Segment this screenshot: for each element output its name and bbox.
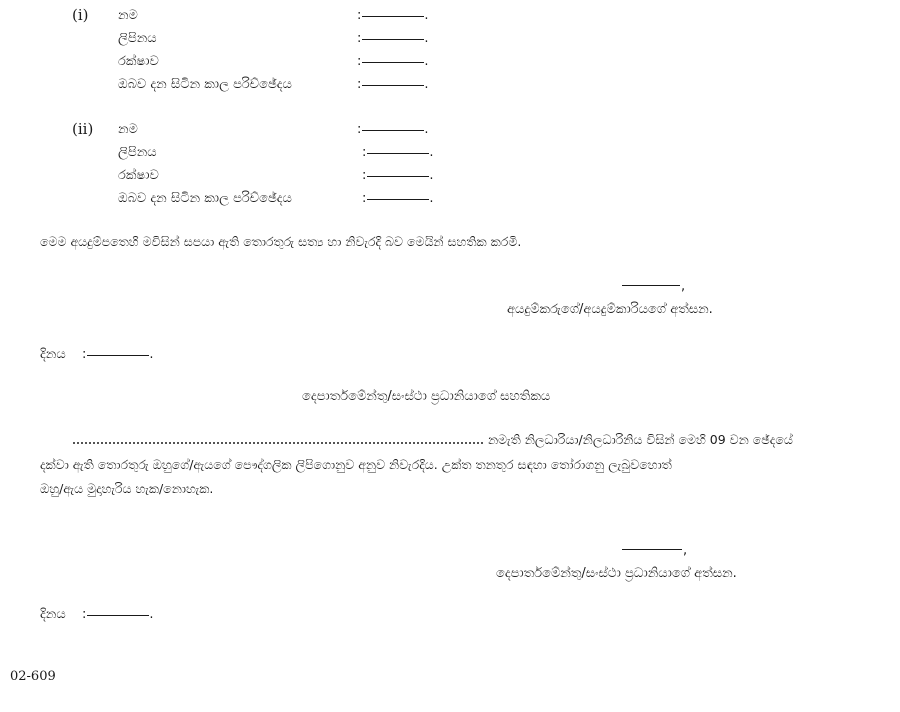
declaration-text: මෙම අයදුම්පතෙහි මවිසින් සපයා ඇති තොරතුරු සත්‍ය හා නිවැරදි බව මෙයින් සහතික කරමි. (40, 234, 522, 249)
certificate-line: ඔහු/ඇය මුදාහැරිය හැක/නොහැක. (40, 481, 214, 496)
date-label: දිනය (40, 607, 66, 622)
field-value: : . (362, 191, 434, 206)
field-value: : . (362, 168, 434, 183)
field-label-occupation: රක්ෂාව (118, 168, 159, 183)
page-code: 02-609 (10, 669, 56, 684)
date-value: : . (82, 607, 154, 622)
certificate-title: දෙපාර්තමේන්තු/සංස්ථා ප්‍රධානියාගේ සහතිකය (302, 389, 551, 404)
field-value: : . (357, 8, 429, 23)
field-label-address: ලිපිනය (118, 145, 157, 160)
field-value: : . (357, 31, 429, 46)
date-value: : . (82, 347, 154, 362)
item-marker: (ii) (72, 120, 94, 138)
item-marker: (i) (72, 6, 89, 24)
field-label-period: ඔබව දන සිටින කාල පරිච්ඡේදය (118, 191, 292, 206)
signature-line (622, 549, 682, 550)
field-label-period: ඔබව දන සිටින කාල පරිච්ඡේදය (118, 77, 292, 92)
applicant-signature-label: අයදුම්කරුගේ/අයදුම්කාරියගේ අත්සන. (507, 302, 713, 317)
field-label-occupation: රක්ෂාව (118, 54, 159, 69)
field-label-address: ලිපිනය (118, 31, 157, 46)
date-label: දිනය (40, 347, 66, 362)
officer-name-blank (73, 442, 483, 444)
signature-line (622, 285, 680, 286)
certificate-line: නමැති නිලධාරියා/නිලධාරිනිය විසින් මෙහි 09 වන ඡේදයේ (488, 432, 793, 447)
field-value: : . (357, 77, 429, 92)
certificate-line: දක්වා ඇති තොරතුරු ඔහුගේ/ඇයගේ පෞද්ගලික ලිපිගොනුව අනුව නිවැරදිය. උක්ත තනතුර සඳහා තෝරාගනු ලැබුවහොත් (40, 457, 672, 472)
field-label-name: නම (118, 8, 138, 23)
field-label-name: නම (118, 122, 138, 137)
field-value: : . (357, 54, 429, 69)
field-value: : . (357, 122, 429, 137)
field-value: : . (362, 145, 434, 160)
head-signature-label: දෙපාර්තමේන්තු/සංස්ථා ප්‍රධානියාගේ අත්සන. (496, 566, 737, 581)
